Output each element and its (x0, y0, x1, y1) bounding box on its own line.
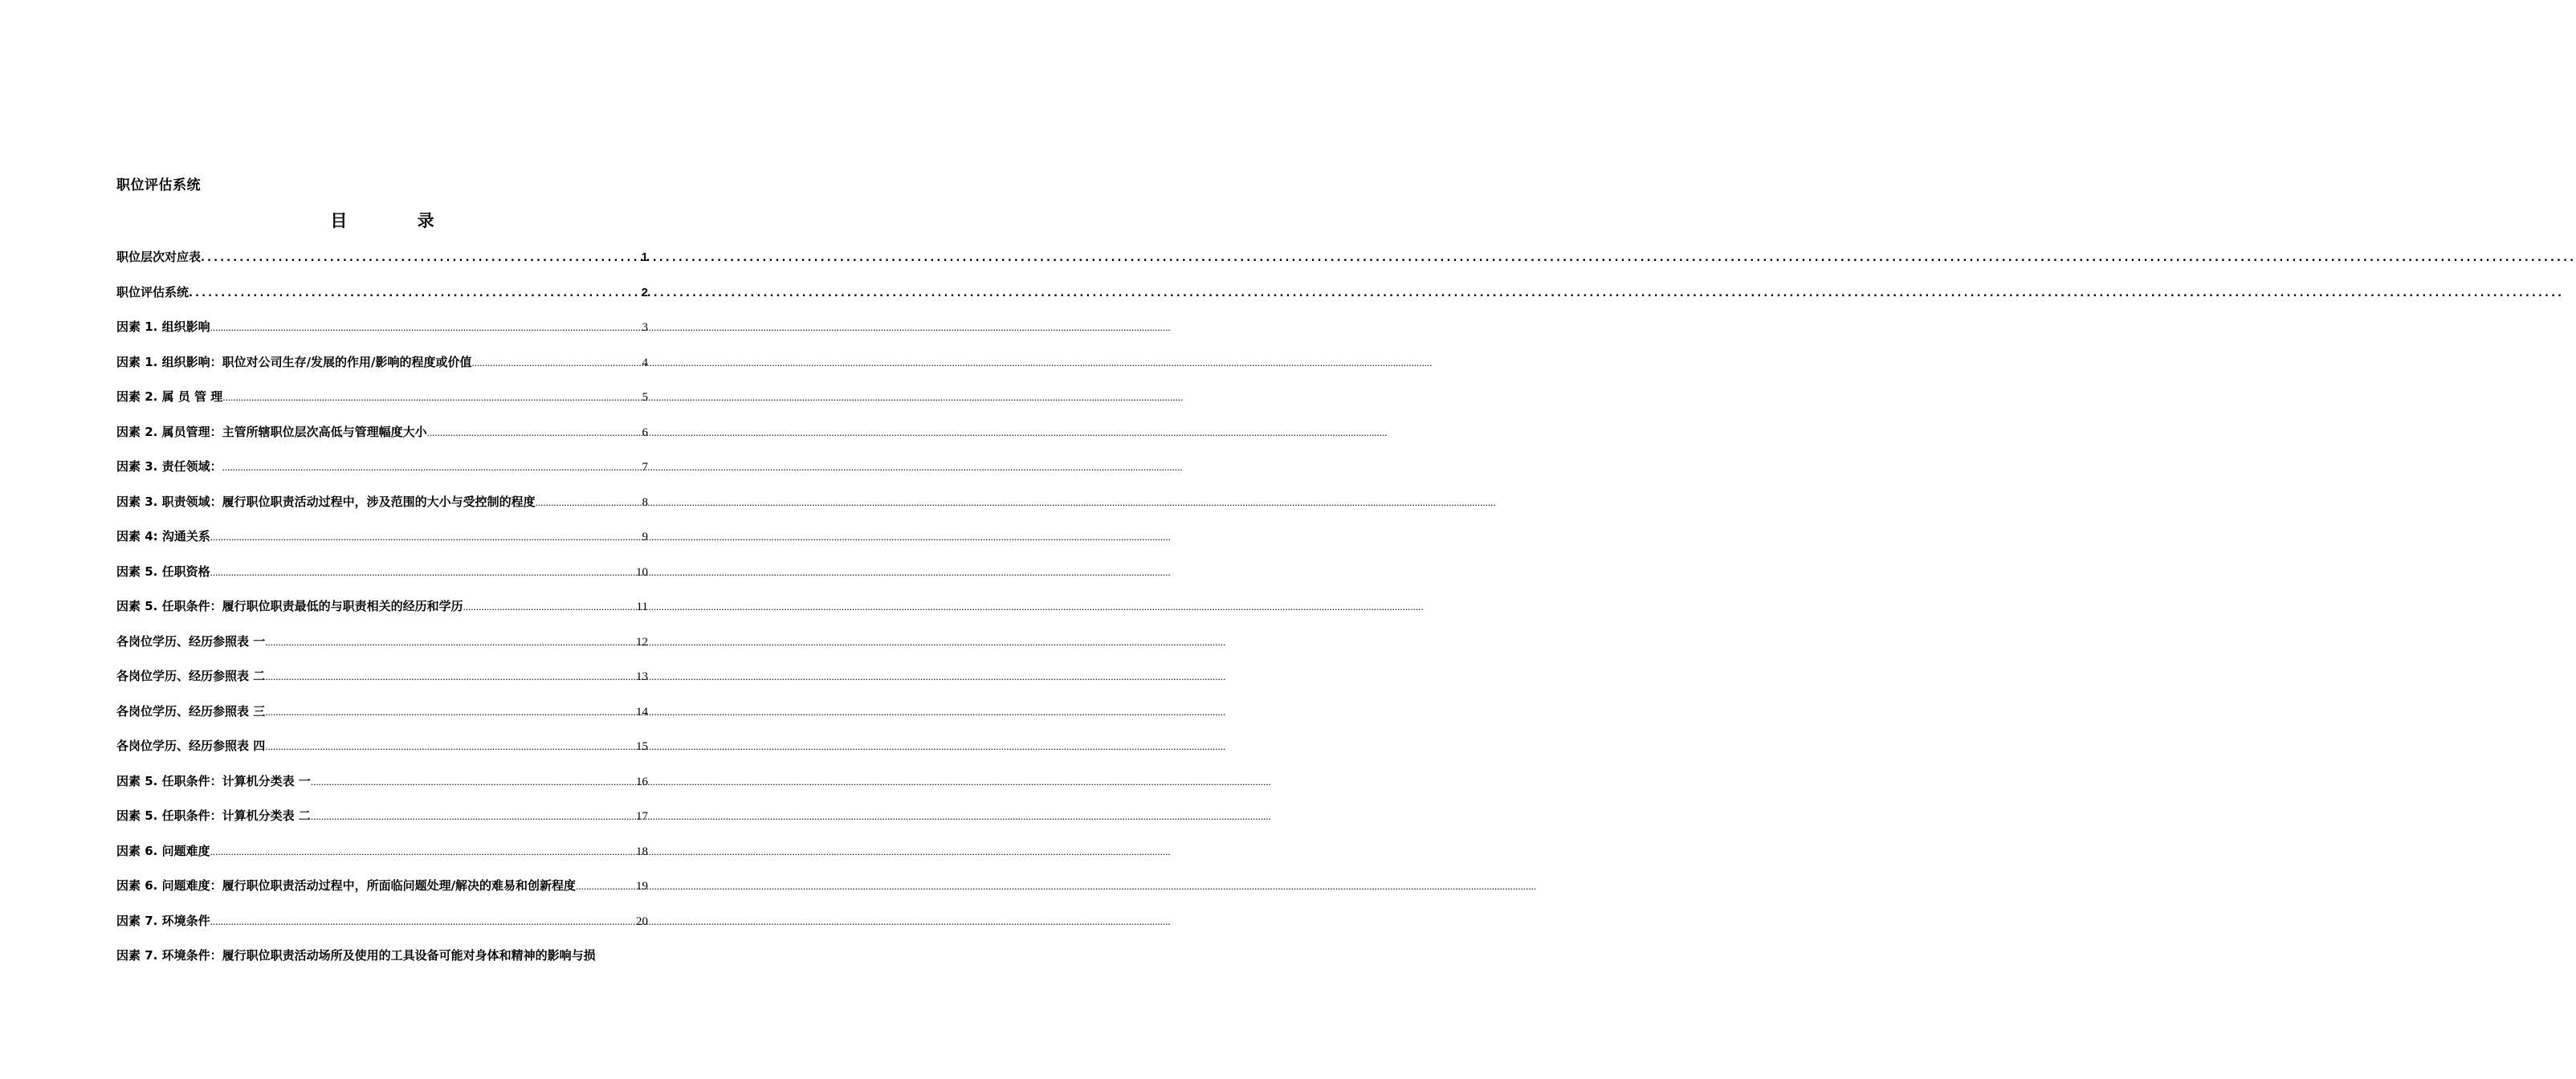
toc-entry-page-number: 8 (642, 495, 648, 509)
toc-entry[interactable] (116, 840, 648, 875)
toc-entry-title: 因素 5. 任职资格 (116, 564, 210, 579)
toc-dot-leader (311, 805, 636, 828)
toc-entry-title: 因素 2. 属 员 管 理 (116, 389, 223, 404)
toc-entry-title: 因素 7. 环境条件 (116, 913, 210, 928)
toc-dot-leader (265, 631, 636, 654)
toc-entry[interactable] (116, 316, 648, 351)
toc-entry-title: 因素 3. 责任领域： (116, 459, 222, 474)
toc-entry-title: 因素 1. 组织影响 (116, 320, 210, 334)
toc-entry-page-number: 1 (641, 250, 648, 264)
toc-entry-title: 职位评估系统 (116, 284, 190, 299)
toc-entry[interactable] (116, 491, 648, 526)
toc-entry[interactable] (116, 421, 648, 456)
toc-entry-title: 因素 5. 任职条件：计算机分类表 一 (116, 773, 311, 788)
toc-entry-title: 因素 6. 问题难度：履行职位职责活动过程中，所面临问题处理/解决的难易和创新程度 (116, 878, 577, 893)
toc-entry-page-number: 20 (636, 914, 648, 928)
toc-entry[interactable] (116, 385, 648, 421)
toc-entry[interactable] (116, 281, 648, 316)
toc-entry[interactable] (116, 910, 648, 945)
toc-dot-leader (222, 456, 642, 478)
toc-entry-page-number: 18 (636, 845, 648, 858)
toc-entry-title: 因素 3. 职责领域：履行职位职责活动过程中，涉及范围的大小与受控制的程度 (116, 494, 536, 509)
toc-entry-title: 因素 5. 任职条件：计算机分类表 二 (116, 808, 311, 823)
toc-entry[interactable] (116, 351, 648, 386)
toc-dot-leader (210, 526, 642, 548)
toc-entry-title: 因素 1. 组织影响：职位对公司生存/发展的作用/影响的程度或价值 (116, 354, 472, 369)
toc-entry[interactable] (116, 804, 648, 840)
toc-entry-page-number: 13 (636, 670, 648, 683)
toc-entry[interactable] (116, 700, 648, 735)
toc-entry-title: 各岗位学历、经历参照表 三 (116, 703, 266, 719)
toc-entry-page-number: 6 (642, 425, 648, 439)
toc-entry-page-number: 10 (636, 565, 648, 579)
toc-entry-page-number: 3 (642, 321, 648, 334)
toc-entry[interactable] (116, 630, 648, 666)
toc-dot-leader (311, 771, 636, 793)
toc-entry[interactable] (116, 525, 648, 560)
toc-entry-page-number: 9 (642, 531, 648, 544)
toc-dot-leader (265, 666, 636, 688)
toc-entry-title: 各岗位学历、经历参照表 一 (116, 633, 266, 649)
toc-entry-page-number: 5 (642, 391, 648, 404)
toc-entry[interactable] (116, 455, 648, 491)
toc-entry[interactable] (116, 595, 648, 630)
toc-dot-leader (265, 735, 636, 758)
toc-entry-title: 各岗位学历、经历参照表 四 (116, 739, 266, 753)
toc-dot-leader (201, 247, 642, 270)
toc-entry-title: 因素 7. 环境条件：履行职位职责活动场所及使用的工具设备可能对身体和精神的影响与损 (116, 948, 596, 963)
toc-entry-page-number: 14 (636, 705, 648, 719)
toc-dot-leader (222, 386, 642, 409)
toc-entry[interactable] (116, 874, 648, 910)
toc-dot-leader (576, 875, 636, 898)
toc-entry[interactable] (116, 665, 648, 700)
toc-entry-title: 因素 5. 任职条件：履行职位职责最低的与职责相关的经历和学历 (116, 599, 463, 613)
toc-entry-title: 各岗位学历、经历参照表 二 (116, 669, 266, 683)
toc-dot-leader (210, 910, 636, 933)
toc-entry[interactable] (116, 735, 648, 770)
toc-dot-leader (210, 561, 636, 584)
toc-entry-title: 因素 2. 属员管理：主管所辖职位层次高低与管理幅度大小 (116, 424, 427, 439)
toc-dot-leader (265, 701, 636, 723)
toc-entry-page-number: 19 (636, 880, 648, 893)
toc-dot-leader (472, 352, 642, 374)
document-title: 职位评估系统 (116, 177, 201, 193)
toc-dot-leader (210, 841, 636, 863)
toc-entry-page-number: 4 (642, 356, 648, 369)
toc-dot-leader (210, 316, 642, 339)
toc-entry[interactable] (116, 246, 648, 281)
toc-entry-page-number: 2 (641, 285, 648, 299)
toc-dot-leader (427, 421, 642, 444)
document-page (0, 0, 763, 1079)
toc-dot-leader (463, 596, 637, 618)
table-of-contents (116, 246, 648, 979)
toc-entry-title: 职位层次对应表 (116, 250, 202, 264)
toc-entry-page-number: 11 (636, 601, 648, 613)
toc-entry-page-number: 15 (636, 740, 648, 753)
toc-heading: 目 录 (330, 211, 467, 230)
toc-dot-leader (189, 283, 642, 305)
toc-entry-title: 因素 4: 沟通关系 (116, 529, 210, 544)
toc-entry[interactable] (116, 770, 648, 805)
toc-entry-page-number: 12 (636, 635, 648, 649)
toc-dot-leader (536, 491, 642, 514)
toc-entry-page-number: 16 (636, 775, 648, 788)
toc-entry-title: 因素 6. 问题难度 (116, 843, 210, 858)
toc-entry[interactable] (116, 560, 648, 596)
toc-entry-page-number: 17 (636, 810, 648, 823)
toc-entry[interactable] (116, 944, 648, 979)
toc-entry-page-number: 7 (642, 461, 648, 474)
